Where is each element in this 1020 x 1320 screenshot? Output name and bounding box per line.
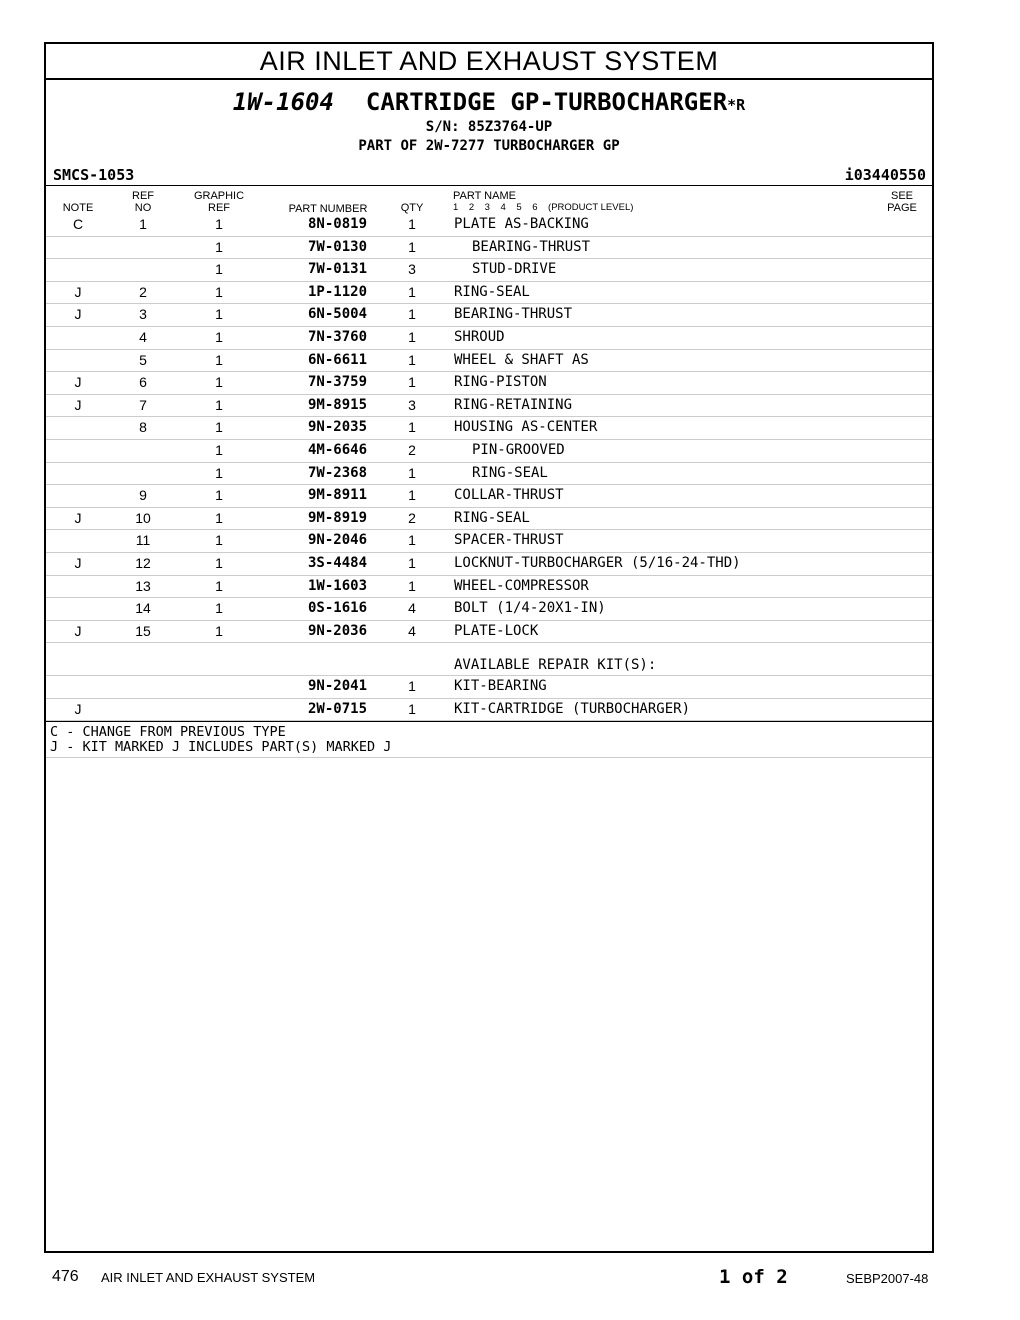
- qty-cell: 1: [408, 532, 416, 549]
- qty-cell: 1: [408, 464, 416, 481]
- qty-cell: 1: [408, 419, 416, 436]
- qty-cell: 1: [408, 216, 416, 232]
- table-row: [46, 553, 932, 576]
- graphic-ref-cell: 1: [215, 238, 223, 255]
- note-cell: J: [74, 700, 82, 717]
- part-name-cell: BEARING-THRUST: [472, 238, 591, 255]
- part-number-cell: 9M-8915: [308, 396, 368, 413]
- table-row: [46, 259, 932, 282]
- col-part-name-header-top: PART NAME: [453, 190, 516, 202]
- col-part-number-header: PART NUMBER: [288, 203, 368, 215]
- group-name: CARTRIDGE GP-TURBOCHARGER: [365, 88, 728, 116]
- graphic-ref-cell: 1: [215, 441, 223, 458]
- revision-mark: *R: [727, 96, 746, 114]
- col-see-page-header: [882, 190, 922, 214]
- qty-cell: 1: [408, 306, 416, 323]
- part-name-cell: RING-RETAINING: [454, 396, 573, 413]
- note-cell: J: [74, 374, 82, 391]
- graphic-ref-cell: 1: [215, 600, 223, 617]
- table-row: [46, 417, 932, 440]
- part-name-cell: KIT-BEARING: [454, 678, 547, 695]
- ref-no-cell: 11: [135, 532, 151, 549]
- smcs-code: SMCS-1053: [53, 166, 135, 184]
- qty-cell: 1: [408, 487, 416, 504]
- col-qty-header: QTY: [400, 202, 424, 214]
- group-heading: [46, 88, 932, 116]
- part-number-cell: 3S-4484: [308, 554, 368, 571]
- qty-cell: 4: [408, 600, 416, 617]
- table-row: [46, 350, 932, 373]
- graphic-ref-cell: 1: [215, 396, 223, 413]
- ref-no-cell: 4: [139, 328, 147, 345]
- ref-no-cell: 12: [135, 554, 151, 571]
- col-gref-header: [189, 190, 249, 214]
- note-cell: J: [74, 509, 82, 526]
- part-number-cell: 9N-2041: [308, 678, 368, 695]
- part-number-cell: 8N-0819: [308, 216, 368, 232]
- graphic-ref-cell: 1: [215, 419, 223, 436]
- legend-line-j: J - KIT MARKED J INCLUDES PART(S) MARKED J: [50, 739, 392, 756]
- part-number-cell: 9N-2035: [308, 419, 368, 436]
- ref-no-cell: 6: [139, 374, 147, 391]
- qty-cell: 2: [408, 441, 416, 458]
- col-part-name-header: [453, 190, 633, 214]
- part-name-cell: SHROUD: [454, 328, 505, 345]
- part-number-cell: 7W-0131: [308, 261, 368, 278]
- ref-no-cell: 15: [135, 622, 151, 639]
- part-of-line: PART OF 2W-7277 TURBOCHARGER GP: [358, 138, 620, 154]
- part-name-cell: PIN-GROOVED: [472, 441, 565, 458]
- qty-cell: 1: [408, 700, 416, 717]
- illustration-id: i03440550: [844, 166, 926, 184]
- part-name-cell: COLLAR-THRUST: [454, 487, 564, 504]
- qty-cell: 1: [408, 351, 416, 368]
- graphic-ref-cell: 1: [215, 532, 223, 549]
- kits-heading: AVAILABLE REPAIR KIT(S):: [454, 657, 657, 674]
- table-row: [46, 214, 932, 237]
- part-name-cell: PLATE-LOCK: [454, 622, 539, 639]
- ref-no-cell: 2: [139, 283, 147, 300]
- part-name-cell: RING-PISTON: [454, 374, 547, 391]
- page-of: 1 of 2: [719, 1266, 788, 1288]
- part-name-cell: LOCKNUT-TURBOCHARGER (5/16-24-THD): [454, 554, 741, 571]
- table-row: [46, 304, 932, 327]
- graphic-ref-cell: 1: [215, 283, 223, 300]
- table-row: [46, 372, 932, 395]
- graphic-ref-cell: 1: [215, 328, 223, 345]
- graphic-ref-cell: 1: [215, 306, 223, 323]
- part-number-cell: 7W-0130: [308, 238, 368, 255]
- table-row: [46, 485, 932, 508]
- graphic-ref-cell: 1: [215, 351, 223, 368]
- ref-no-cell: 7: [139, 396, 147, 413]
- part-name-cell: SPACER-THRUST: [454, 532, 564, 549]
- col-see-page-header-top: SEE: [890, 190, 913, 202]
- footer-section: AIR INLET AND EXHAUST SYSTEM: [101, 1270, 316, 1285]
- page-number: 476: [52, 1268, 79, 1285]
- graphic-ref-cell: 1: [215, 487, 223, 504]
- table-row: [46, 530, 932, 553]
- graphic-ref-cell: 1: [215, 261, 223, 278]
- kits-heading-row: [46, 643, 932, 676]
- table-row: [46, 440, 932, 463]
- part-name-cell: RING-SEAL: [454, 509, 530, 526]
- part-name-cell: RING-SEAL: [454, 283, 530, 300]
- table-row: [46, 327, 932, 350]
- graphic-ref-cell: 1: [215, 464, 223, 481]
- part-number-cell: 6N-6611: [308, 351, 368, 368]
- ref-no-cell: 14: [135, 600, 151, 617]
- group-part-number: 1W-1604: [232, 88, 334, 116]
- note-cell: J: [74, 283, 82, 300]
- col-see-page-header-bottom: PAGE: [887, 202, 917, 214]
- document-id: SEBP2007-48: [846, 1271, 929, 1286]
- legend: [46, 721, 932, 758]
- kit-row: [46, 676, 932, 699]
- ref-no-cell: 3: [139, 306, 147, 323]
- part-number-cell: 6N-5004: [308, 306, 368, 323]
- table-row: [46, 282, 932, 305]
- qty-cell: 1: [408, 328, 416, 345]
- header-divider: [46, 185, 932, 186]
- part-name-cell: BEARING-THRUST: [454, 306, 573, 323]
- col-note-header: NOTE: [62, 202, 94, 214]
- table-row: [46, 395, 932, 418]
- part-name-cell: WHEEL & SHAFT AS: [454, 351, 589, 368]
- part-name-cell: HOUSING AS-CENTER: [454, 419, 598, 436]
- part-number-cell: 7N-3760: [308, 328, 368, 345]
- ref-no-cell: 13: [135, 577, 151, 594]
- qty-cell: 1: [408, 577, 416, 594]
- part-name-cell: BOLT (1/4-20X1-IN): [454, 600, 606, 617]
- qty-cell: 2: [408, 509, 416, 526]
- ref-no-cell: 10: [135, 509, 151, 526]
- part-number-cell: 1P-1120: [308, 283, 368, 300]
- section-title: AIR INLET AND EXHAUST SYSTEM: [46, 44, 932, 80]
- kit-row: [46, 699, 932, 722]
- product-level-scale: 1 2 3 4 5 6 (PRODUCT LEVEL): [453, 202, 634, 213]
- legend-line-c: C - CHANGE FROM PREVIOUS TYPE: [50, 724, 286, 741]
- graphic-ref-cell: 1: [215, 554, 223, 571]
- note-cell: J: [74, 554, 82, 571]
- note-cell: J: [74, 622, 82, 639]
- table-row: [46, 237, 932, 260]
- col-ref-header-top: REF: [132, 190, 154, 202]
- qty-cell: 1: [408, 678, 416, 695]
- graphic-ref-cell: 1: [215, 622, 223, 639]
- part-number-cell: 7N-3759: [308, 374, 368, 391]
- parts-table: [46, 214, 932, 758]
- ref-no-cell: 9: [139, 487, 147, 504]
- page-footer: [0, 1260, 1020, 1300]
- qty-cell: 1: [408, 283, 416, 300]
- col-gref-header-bottom: REF: [208, 202, 230, 214]
- part-number-cell: 9N-2046: [308, 532, 368, 549]
- qty-cell: 3: [408, 261, 416, 278]
- qty-cell: 4: [408, 622, 416, 639]
- part-number-cell: 4M-6646: [308, 441, 368, 458]
- qty-cell: 3: [408, 396, 416, 413]
- part-number-cell: 2W-0715: [308, 700, 368, 717]
- part-number-cell: 7W-2368: [308, 464, 368, 481]
- table-row: [46, 576, 932, 599]
- col-gref-header-top: GRAPHIC: [193, 190, 245, 202]
- qty-cell: 1: [408, 238, 416, 255]
- note-cell: J: [74, 306, 82, 323]
- graphic-ref-cell: 1: [215, 216, 223, 232]
- table-row: [46, 463, 932, 486]
- part-name-cell: KIT-CARTRIDGE (TURBOCHARGER): [454, 700, 691, 717]
- col-ref-header: [126, 190, 160, 214]
- part-number-cell: 9M-8911: [308, 487, 368, 504]
- graphic-ref-cell: 1: [215, 509, 223, 526]
- part-name-cell: WHEEL-COMPRESSOR: [454, 577, 589, 594]
- graphic-ref-cell: 1: [215, 374, 223, 391]
- ref-no-cell: 8: [139, 419, 147, 436]
- table-row: [46, 598, 932, 621]
- note-cell: C: [72, 216, 84, 232]
- table-row: [46, 508, 932, 531]
- table-row: [46, 621, 932, 644]
- graphic-ref-cell: 1: [215, 577, 223, 594]
- note-cell: J: [74, 396, 82, 413]
- parts-page-frame: [44, 42, 934, 1253]
- part-name-cell: PLATE AS-BACKING: [454, 216, 589, 232]
- ref-no-cell: 5: [139, 351, 147, 368]
- qty-cell: 1: [408, 554, 416, 571]
- serial-range: S/N: 85Z3764-UP: [425, 119, 553, 135]
- part-number-cell: 1W-1603: [308, 577, 368, 594]
- col-ref-header-bottom: NO: [134, 202, 152, 214]
- part-name-cell: RING-SEAL: [472, 464, 548, 481]
- qty-cell: 1: [408, 374, 416, 391]
- part-number-cell: 9M-8919: [308, 509, 368, 526]
- part-number-cell: 0S-1616: [308, 600, 368, 617]
- ref-no-cell: 1: [139, 216, 147, 232]
- part-number-cell: 9N-2036: [308, 622, 368, 639]
- part-name-cell: STUD-DRIVE: [472, 261, 557, 278]
